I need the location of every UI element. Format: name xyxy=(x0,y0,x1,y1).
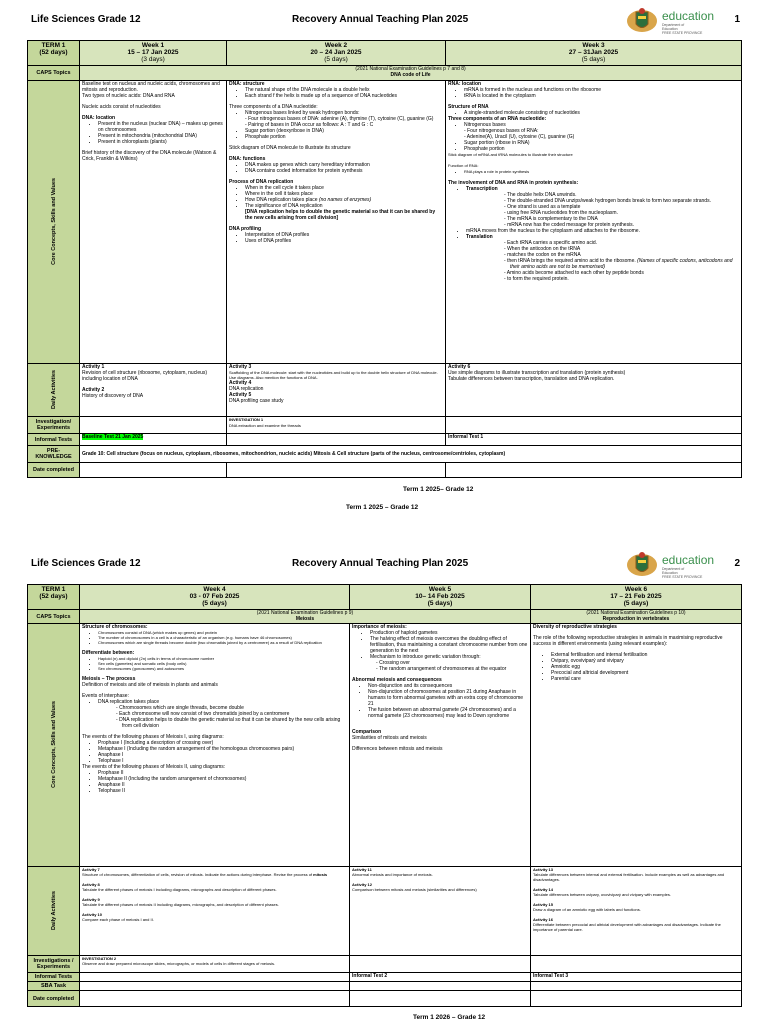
week-4-informal xyxy=(80,973,350,982)
logo-subtitle-2: Department of Education FREE STATE PROVINCE xyxy=(662,567,703,579)
week-3-content: RNA: location • mRNA is formed in the nucleus and functions on the ribosome • tRNA is located in the cytoplasm Structure of RNA • A single-stranded molecule consisting of nucleotides Three components of an RNA nucleotide: • Nitrogenous bases - Four nitrogenous bases of RNA: - Adenine(A), Uracil (U), cytosine (C), guanine (G) • Sugar portion (ribose in RNA) • Phosphate portion Stick diagram of mRNA and tRNA molecules to illustrate their structure Function of RNA: • RNA plays a role in protein synthesis The involvement of DNA and RNA in protein synthesis: • Transcription - The double helix DNA unwinds. - The double-stranded DNA unzips/weak hydrogen bonds break to form two separate strands. - One strand is used as a template - using free RNA nucleotides from the nucleoplasm. - The mRNA is complementary to the DNA - mRNA now has the coded message for protein synthesis. • mRNA moves from the nucleus to the cytoplasm and attaches to the ribosome. • Translation - Each tRNA carries a specific amino acid. - When the anticodon on the tRNA - matches the codon on the mRNA - then tRNA brings the required amino acid to the ribosome. (Names of specific codons, anticodons and their amino acids are not to be memorised) - Amino acids become attached to each other by peptide bonds - to form the required protein. xyxy=(446,81,742,364)
education-logo-2 xyxy=(625,550,715,578)
week-2-informal xyxy=(227,434,446,446)
informal-test-1-cell: Informal Test 1 xyxy=(446,434,742,446)
week-6-header: Week 6 17 – 21 Feb 2025 (5 days) xyxy=(531,585,742,610)
footer-term-page2: Term 1 2026 – Grade 12 xyxy=(413,1014,486,1021)
date-completed-label-2: Date completed xyxy=(28,991,80,1007)
pre-knowledge-cell: Grade 10: Cell structure (focus on nucleus, cytoplasm, ribosomes, mitochondrion, nucleic acids) Mitosis & Cell structure (parts of the nucleus, centrosome/centrioles, cytoplasm) xyxy=(80,446,742,463)
week-2-activities: Activity 3 Scaffolding of the DNA molecule: start with the nucleotides and build up to the double helix structure of DNA molecule. Use diagrams. Also mention the functions of DNA. Activity 4 DNA replication Activity 5 DNA profiling case study xyxy=(227,364,446,417)
week-1-investigation xyxy=(80,417,227,434)
week-6-activities: Activity 13 Tabulate differences between internal and external fertilisation. Include examples as well as advantages and disadvantages. Activity 14 Tabulate differences between ovipary, ovoviviparý and vivipary with examples. Activity 15 Draw a diagram of an amniotic egg with labels and functions. Activity 16 Differentiate between precocial and altricial development with advantages and disadvantages. Indicate the importance of parental care. xyxy=(531,867,742,956)
week-3-activities: Activity 6 Use simple diagrams to illustrate transcription and translation (protein synthesis) Tabulate differences between transcription, translation and DNA replication. xyxy=(446,364,742,417)
week-6-date xyxy=(531,991,742,1007)
week-4-investigation: INVESTIGATION 2 Observe and draw prepared microscope slides, micrographs, or models of cells in different stages of meiosis. xyxy=(80,956,350,973)
week-5-content: Importance of meiosis: • Production of haploid gametes • The halving effect of meiosis overcomes the doubling effect of fertilisation, thus maintaining a constant chromosome number from one generation to the next • Mechanism to introduce genetic variation through: - Crossing over - The random arrangement of chromosomes at the equator Abnormal meiosis and consequences • Non-disjunction and its consequences • Non-disjunction of chromosomes at position 21 during Anaphase in humans to form abnormal gametes with an extra copy of chromosome 21 • The fusion between an abnormal gamete (24 chromosomes) and a normal gamete (23 chromosomes) may lead to Down syndrome Comparison Similarities of mitosis and meiosis Differences between mitosis and meiosis xyxy=(350,624,531,867)
week-3-header: Week 3 27 – 31Jan 2025 (5 days) xyxy=(446,41,742,66)
subject-title: Life Sciences Grade 12 xyxy=(31,14,141,25)
week-4-date xyxy=(80,991,350,1007)
footer-term-1: Term 1 2025– Grade 12 xyxy=(403,486,474,493)
term-cell-2: TERM 1 (52 days) xyxy=(28,585,80,610)
informal-tests-label-2: Informal Tests xyxy=(28,973,80,982)
page2-header xyxy=(0,548,768,578)
caps-topic-meiosis: (2021 National Examination Guidelines p 9) Meiosis xyxy=(80,610,531,624)
plan-title-2: Recovery Annual Teaching Plan 2025 xyxy=(292,558,469,569)
page1-header xyxy=(0,4,768,34)
week-4-content: Structure of chromosomes: • Chromosomes consist of DNA (which makes up genes) and protein • The number of chromosomes in a cell is a characteristic of an organism (e.g. humans have 46 chromosomes) • Chromosomes which are single threads become double (two chromatids joined by a centromere) as a result of DNA replication Differentiate between: • Haploid (n) and diploid (2n) cells in terms of chromosome number • Sex cells (gametes) and somatic cells (body cells) • Sex chromosomes (gonosomes) and autosomes Meiosis – The process Definition of meiosis and site of meiosis in plants and animals Events of interphase: • DNA replication takes place - Chromosomes which are single threads, become double - Each chromosome will now consist of two chromatids joined by a centromere - DNA replication helps to double the genetic material so that it can be shared by the new cells arising from cell division The events of the following phases of Meiosis I, using diagrams: • Prophase I (Including a description of crossing over) • Metaphase I (Including the random arrangement of the homologous chromosomes pairs) • Anaphase I • Telophase I The events of the following phases of Meiosis II, using diagrams: • Prophase II • Metaphase II (Including the random arrangement of chromosomes) • Anaphase II • Telophase II xyxy=(80,624,350,867)
week-4-activities: Activity 7 Structure of chromosomes, differentiation of cells, revision of mitosis. Indicate the actions during interphase. Revise the process of mitosis Activity 8 Tabulate the different phases of meiosis I including diagrams, micrographs and description of different phases. Activity 9 Tabulate the different phases of meiosis II including diagrams, micrographs, and description of different phases. Activity 10 Compare each phase of meiosis I and II. xyxy=(80,867,350,956)
baseline-test-cell xyxy=(80,434,227,446)
week-4-sba xyxy=(80,982,350,991)
footer-term-2: Term 1 2025 – Grade 12 xyxy=(346,504,419,511)
baseline-test-badge: Baseline Test 21 Jan 2025 xyxy=(82,434,144,440)
week-2-date xyxy=(227,463,446,478)
date-completed-label: Date completed xyxy=(28,463,80,478)
week-5-sba xyxy=(350,982,531,991)
informal-test-3-cell: Informal Test 3 xyxy=(531,973,742,982)
education-logo xyxy=(625,6,715,34)
informal-tests-label: Informal Tests xyxy=(28,434,80,446)
week-5-investigation xyxy=(350,956,531,973)
sba-task-label: SBA Task xyxy=(28,982,80,991)
coat-of-arms-icon xyxy=(625,6,659,34)
subject-title-2: Life Sciences Grade 12 xyxy=(31,558,141,569)
core-concepts-label-2: Core Concepts, Skills and Values xyxy=(28,624,80,867)
week-6-content: Diversity of reproductive strategies The role of the following reproductive strategies in animals in maximising reproductive success in different environments (using relevant examples): • External fertilisation and internal fertilisation • Ovipary, ovoviviparý and vivipary • Amniotic egg • Precocial and altricial development • Parental care xyxy=(531,624,742,867)
week-6-sba xyxy=(531,982,742,991)
core-concepts-label: Core Concepts, Skills and Values xyxy=(28,81,80,364)
informal-test-2-cell: Informal Test 2 xyxy=(350,973,531,982)
week-1-content: Baseline test on nucleus and nucleic acids, chromosomes and mitosis and reproduction. Two types of nucleic acids: DNA and RNA Nucleic acids consist of nucleotides DNA: location • Present in the nucleus (nuclear DNA) – makes up genes on chromosomes • Present in mitochondria (mitochondrial DNA) • Present in chloroplasts (plants) Brief history of the discovery of the DNA molecule (Watson & Crick, Franklin & Wilkins) xyxy=(80,81,227,364)
week-2-content: DNA: structure • The natural shape of the DNA molecule is a double helix • Each strand f the helix is made up of a sequence of DNA nucleotides Three components of a DNA nucleotide: • Nitrogenous bases linked by weak hydrogen bonds: - Four nitrogenous bases of DNA: adenine (A), thymine (T), cytosine (C), guanine (G) - Pairing of bases in DNA occur as follows: A : T and G : C • Sugar portion (deoxyribose in DNA) • Phosphate portion Stick diagram of DNA molecule to illustrate its structure DNA: functions • DNA makes up genes which carry hereditary information • DNA contains coded information for protein synthesis Process of DNA replication • When in the cell cycle it takes place • Where in the cell it takes place • How DNA replication takes place (no names of enzymes) • The significance of DNA replication [DNA replication helps to double the genetic material so that it can be shared by the new cells arising from cell division] DNA profiling • Interpretation of DNA profiles • Uses of DNA profiles xyxy=(227,81,446,364)
caps-topic-cell: (2021 National Examination Guidelines p 7 and 8) DNA code of Life xyxy=(80,66,742,81)
week-1-activities: Activity 1 Revision of cell structure (ribosome, cytoplasm, nucleus) including location of DNA Activity 2 History of discovery of DNA xyxy=(80,364,227,417)
pre-knowledge-label: PRE-KNOWLEDGE xyxy=(28,446,80,463)
week-5-date xyxy=(350,991,531,1007)
investigation-label-2: Investigations / Experiments xyxy=(28,956,80,973)
logo-subtitle: Department of Education FREE STATE PROVINCE xyxy=(662,23,703,35)
week-3-date xyxy=(446,463,742,478)
logo-word-2: education xyxy=(662,553,715,567)
week-2-header: Week 2 20 – 24 Jan 2025 (5 days) xyxy=(227,41,446,66)
week-4-header: Week 4 03 - 07 Feb 2025 (5 days) xyxy=(80,585,350,610)
plan-table-term1-p1 xyxy=(27,40,742,478)
plan-table-term1-p2 xyxy=(27,584,742,1007)
page-number: 1 xyxy=(734,14,740,25)
daily-activities-label: Daily Activities xyxy=(28,364,80,417)
week-5-header: Week 5 10– 14 Feb 2025 (5 days) xyxy=(350,585,531,610)
caps-topic-reproduction: (2021 National Examination Guidelines p 10) Reproduction in vertebrates xyxy=(531,610,742,624)
investigation-label: Investigation/ Experiments xyxy=(28,417,80,434)
coat-of-arms-icon xyxy=(625,550,659,578)
logo-word: education xyxy=(662,9,715,23)
week-5-activities: Activity 11 Abnormal meiosis and importance of meiosis. Activity 12 Comparison between mitosis and meiosis (similarities and differences) xyxy=(350,867,531,956)
term-cell: TERM 1 (52 days) xyxy=(28,41,80,66)
week-3-investigation xyxy=(446,417,742,434)
caps-topics-label: CAPS Topics xyxy=(28,66,80,81)
week-1-date xyxy=(80,463,227,478)
caps-topics-label-2: CAPS Topics xyxy=(28,610,80,624)
week-2-investigation: INVESTIGATION 1 DNA extraction and examine the threads xyxy=(227,417,446,434)
week-6-investigation xyxy=(531,956,742,973)
daily-activities-label-2: Daily Activities xyxy=(28,867,80,956)
page-number-2: 2 xyxy=(734,558,740,569)
week-1-header: Week 1 15 – 17 Jan 2025 (3 days) xyxy=(80,41,227,66)
plan-title: Recovery Annual Teaching Plan 2025 xyxy=(292,14,469,25)
